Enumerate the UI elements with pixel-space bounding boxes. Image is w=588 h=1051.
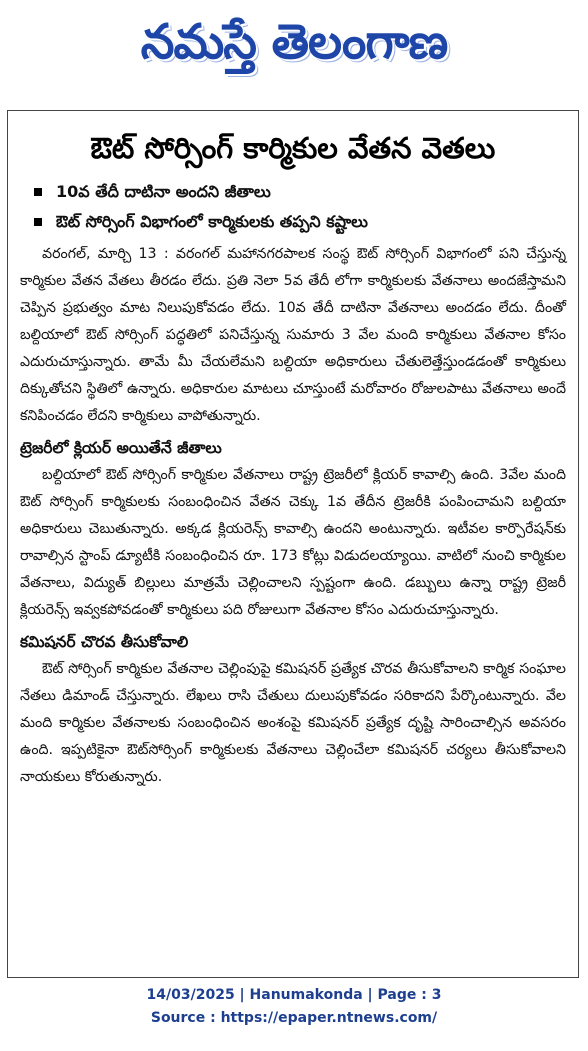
bullet-text: ఔట్ సోర్సింగ్ విభాగంలో కార్మికులకు తప్పని కష్టాలు xyxy=(56,212,368,231)
article-paragraph-2: బల్దియాలో ఔట్ సోర్సింగ్ కార్మికుల వేతనాలు రాష్ట్ర ట్రెజరీలో క్లియర్ కావాల్సి ఉంది. 3వేల మంది ఔట్ సోర్సింగ్ కార్మికులకు సంబంధించిన వేతన చెక్కు 1వ తేదీన ట్రెజరీకి పంపించామని బల్దియా అధికారులు చెబుతున్నారు. అక్కడ క్లియరెన్స్ కావాల్సి ఉందని అంటున్నారు. ఇటీవల కార్పొరేషన్‌కు రావాల్సిన స్టాంప్ డ్యూటీకి సంబంధించిన రూ. 173 కోట్లు విడుదలయ్యాయి. వాటిలో నుంచి కార్మికుల వేతనాలు, విద్యుత్ బిల్లులు మాత్రమే చెల్లించాలని స్పష్టంగా ఉంది. డబ్బులు ఉన్నా రాష్ట్ర ట్రెజరీ క్లియరెన్స్ ఇవ్వకపోవడంతో కార్మికులు పది రోజులుగా వేతనాల కోసం ఎదురుచూస్తున్నారు. xyxy=(20,467,566,618)
square-bullet-icon xyxy=(34,188,42,196)
masthead xyxy=(0,0,588,96)
article-headline: ఔట్ సోర్సింగ్ కార్మికుల వేతన వెతలు xyxy=(90,131,496,165)
bullet-item xyxy=(20,207,568,237)
article-paragraph-1: వరంగల్, మార్చి 13 : వరంగల్ మహానగరపాలక సంస్థ ఔట్ సోర్సింగ్ విభాగంలో పని చేస్తున్న కార్మికుల వేతన వేతలు తీరడం లేదు. ప్రతి నెలా 5వ తేదీ లోగా కార్మికులకు వేతనాలు అందజేస్తామని చెప్పిన ప్రభుత్వం మాట నిలుపుకోవడం లేదు. 10వ తేదీ దాటినా వేతనాలు అందడం లేదు. దీంతో బల్దియాలో ఔట్ సోర్సింగ్ పద్ధతిలో పనిచేస్తున్న సుమారు 3 వేల మంది కార్మికులు వేతనాల కోసం ఎదురుచూస్తున్నారు. తామే మీ చేయలేమని బల్దియా అధికారులు చేతులెత్తేస్తుండడంతో కార్మికులు దిక్కుతోచని స్థితిలో ఉన్నారు. అధికారుల మాటలు చూస్తుంటే మరోవారం రోజులపాటు వేతనాలు అందే కనిపించడం లేదని కార్మికులు వాపోతున్నారు. xyxy=(20,246,566,424)
newspaper-logo: నమస్తే తెలంగాణ xyxy=(140,14,448,70)
source-link[interactable]: Source : https://epaper.ntnews.com/ xyxy=(150,1010,438,1026)
article-box xyxy=(7,110,579,978)
bullet-item xyxy=(20,177,568,207)
edition-info: 14/03/2025 | Hanumakonda | Page : 3 xyxy=(146,987,442,1003)
article-subheading-2: కమిషనర్ చొరవ తీసుకోవాలి xyxy=(20,633,189,651)
source-footer xyxy=(0,984,588,1030)
highlight-bullets xyxy=(20,177,568,237)
square-bullet-icon xyxy=(34,218,42,226)
bullet-text: 10వ తేదీ దాటినా అందని జీతాలు xyxy=(56,182,271,201)
article-subheading-1: ట్రెజరీలో క్లియర్ అయితేనే జీతాలు xyxy=(20,439,222,457)
article-paragraph-3: ఔట్ సోర్సింగ్ కార్మికుల వేతనాల చెల్లింపుపై కమిషనర్ ప్రత్యేక చొరవ తీసుకోవాలని కార్మిక సంఘాల నేతలు డిమాండ్ చేస్తున్నారు. లేఖలు రాసి చేతులు దులుపుకోవడం సరికాదని పేర్కొంటున్నారు. వేల మంది కార్మికుల వేతనాలకు సంబంధించిన అంశంపై కమిషనర్ ప్రత్యేక దృష్టి సారించాల్సిన అవసరం ఉంది. ఇప్పటికైనా ఔట్‌సోర్సింగ్ కార్మికులకు వేతనాలు చెల్లించేలా కమిషనర్ చర్యలు తీసుకోవాలని నాయకులు కోరుతున్నారు. xyxy=(20,661,566,785)
